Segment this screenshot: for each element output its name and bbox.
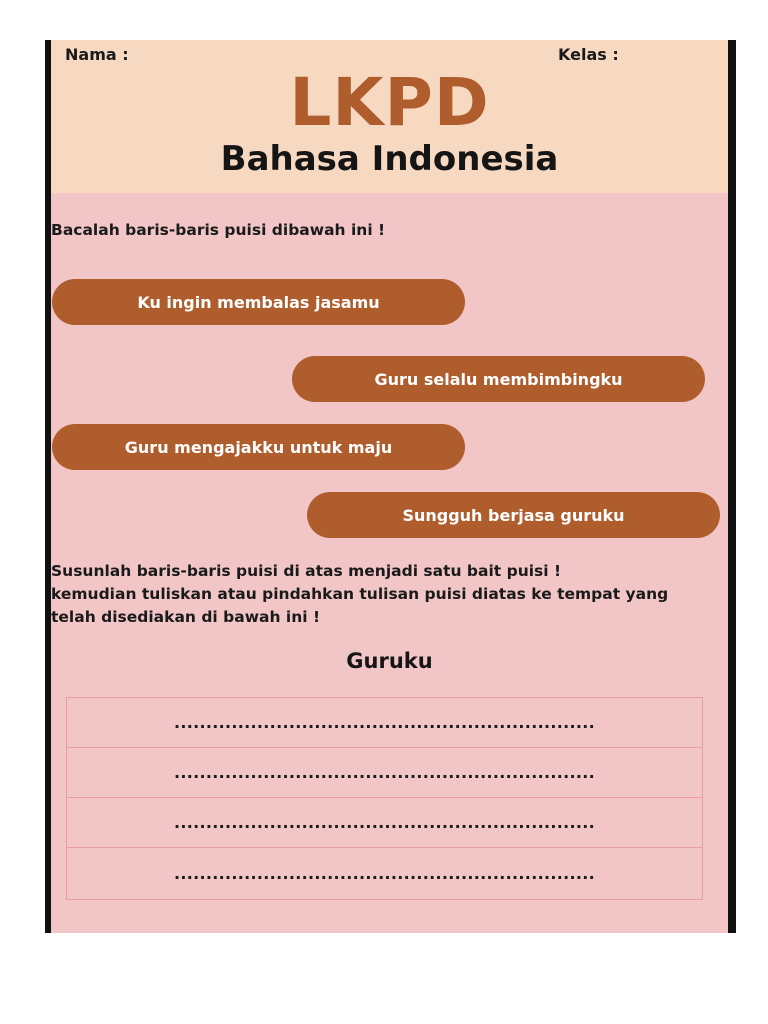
arrange-instruction-line: telah disediakan di bawah ini !: [51, 608, 321, 626]
poem-line-card[interactable]: Guru mengajakku untuk maju: [52, 424, 465, 470]
arrange-instruction: [51, 560, 728, 629]
poem-line-card[interactable]: Ku ingin membalas jasamu: [52, 279, 465, 325]
name-label: Nama :: [65, 45, 129, 64]
answer-row[interactable]: ..................................................................: [67, 698, 702, 748]
arrange-instruction-line: kemudian tuliskan atau pindahkan tulisan puisi diatas ke tempat yang: [51, 585, 669, 603]
answer-row[interactable]: ..................................................................: [174, 863, 595, 883]
poem-title: Guruku: [346, 649, 433, 673]
worksheet-frame: [45, 40, 736, 933]
poem-line-card[interactable]: Sungguh berjasa guruku: [307, 492, 720, 538]
poem-line-card[interactable]: Guru selalu membimbingku: [292, 356, 705, 402]
read-instruction: Bacalah baris-baris puisi dibawah ini !: [51, 221, 386, 239]
class-label: Kelas :: [558, 45, 619, 64]
worksheet-page: [51, 40, 728, 933]
answer-table: [66, 697, 703, 900]
worksheet-title: LKPD: [289, 64, 490, 141]
arrange-instruction-line: Susunlah baris-baris puisi di atas menjadi satu bait puisi !: [51, 562, 562, 580]
subject-title: Bahasa Indonesia: [220, 139, 559, 179]
answer-row[interactable]: ..................................................................: [67, 798, 702, 848]
worksheet-header: [51, 40, 728, 193]
answer-row[interactable]: ..................................................................: [67, 748, 702, 798]
